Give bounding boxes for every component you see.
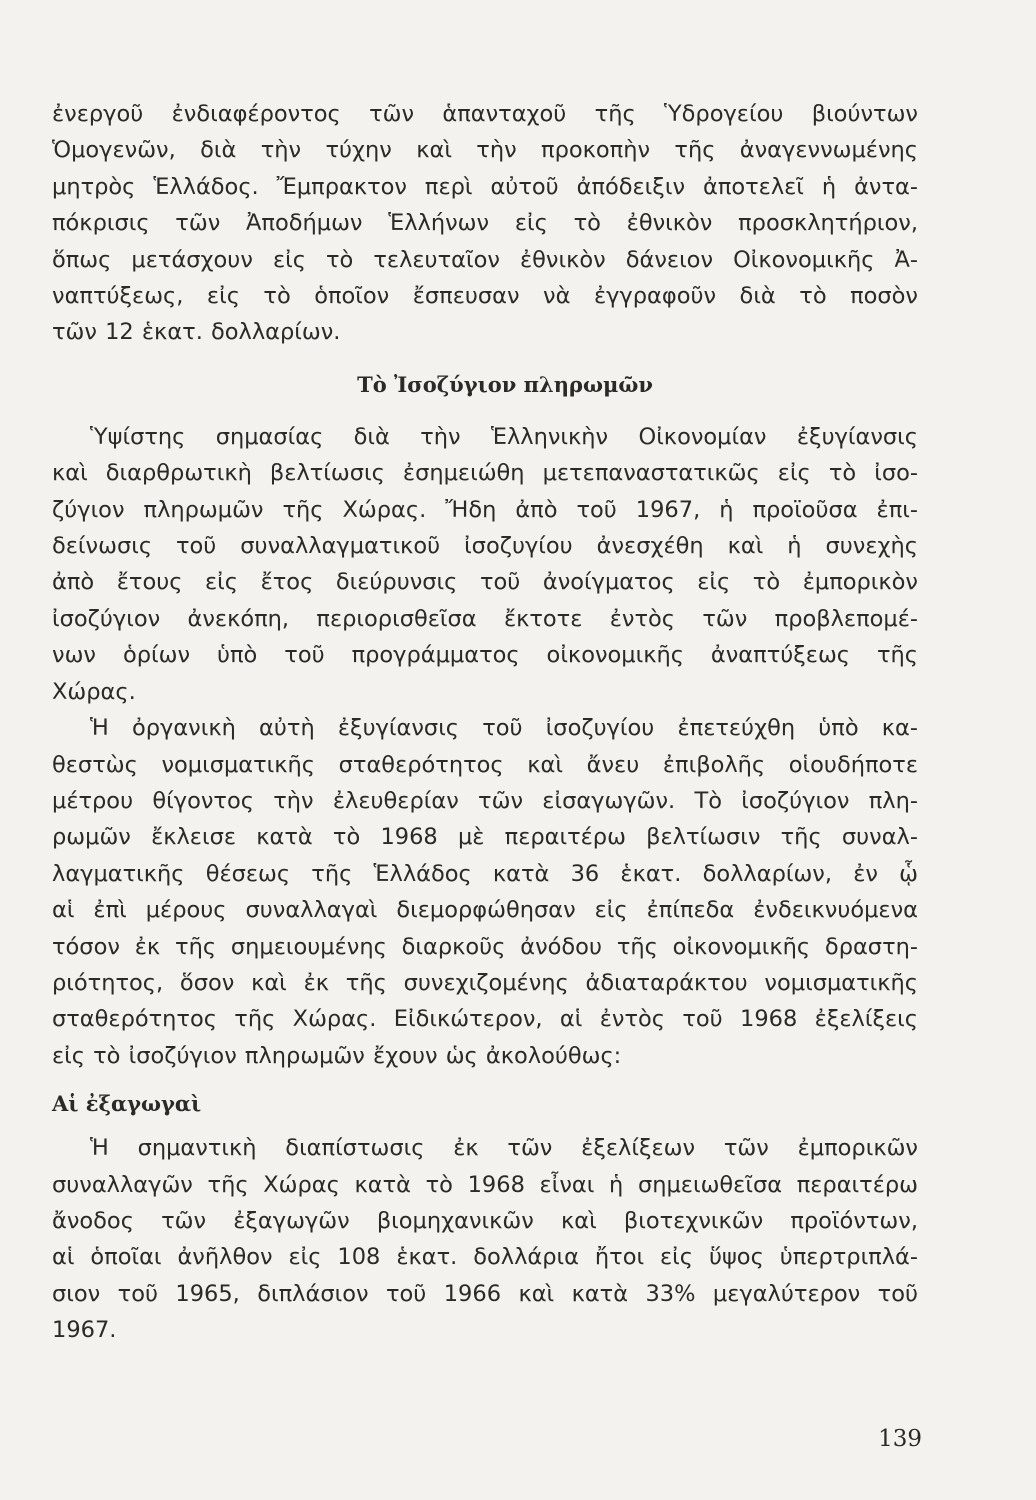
text-line: Ἡ ὀργανικὴ αὐτὴ ἐξυγίανσις τοῦ ἰσοζυγίου ἐπετεύχθη ὑπὸ κα- — [90, 715, 918, 742]
section-title: Τὸ Ἰσοζύγιον πληρωμῶν — [357, 371, 653, 397]
text-line: 1967. — [52, 1317, 117, 1344]
text-line: νων ὁρίων ὑπὸ τοῦ προγράμματος οἰκονομικῆς ἀναπτύξεως τῆς — [52, 642, 918, 669]
text-line: δείνωσις τοῦ συναλλαγματικοῦ ἰσοζυγίου ἀνεσχέθη καὶ ἡ συνεχὴς — [52, 533, 918, 560]
text-line: σταθερότητος τῆς Χώρας. Εἰδικώτερον, αἱ ἐντὸς τοῦ 1968 ἐξελίξεις — [52, 1006, 918, 1033]
text-line: τόσον ἐκ τῆς σημειουμένης διαρκοῦς ἀνόδου τῆς οἰκονομικῆς δραστη- — [52, 933, 918, 960]
text-line: μέτρου θίγοντος τὴν ἐλευθερίαν τῶν εἰσαγωγῶν. Τὸ ἰσοζύγιον πλη- — [52, 787, 918, 814]
text-line: θεστὼς νομισματικῆς σταθερότητος καὶ ἄνευ ἐπιβολῆς οἱουδήποτε — [52, 751, 918, 778]
text-line: Ἡ σημαντικὴ διαπίστωσις ἐκ τῶν ἐξελίξεων τῶν ἐμπορικῶν — [90, 1135, 918, 1162]
paragraph-1 — [52, 96, 918, 351]
text-line: αἱ ὁποῖαι ἀνῆλθον εἰς 108 ἑκατ. δολλάρια ἤτοι εἰς ὕψος ὑπερτριπλά- — [52, 1244, 918, 1271]
text-line: μητρὸς Ἑλλάδος. Ἔμπρακτον περὶ αὐτοῦ ἀπόδειξιν ἀποτελεῖ ἡ ἀντα- — [52, 173, 918, 200]
text-line: αἱ ἐπὶ μέρους συναλλαγαὶ διεμορφώθησαν εἰς ἐπίπεδα ἐνδεικνυόμενα — [52, 897, 918, 924]
text-line: πόκρισις τῶν Ἀποδήμων Ἑλλήνων εἰς τὸ ἐθνικὸν προσκλητήριον, — [52, 210, 918, 237]
text-line: καὶ διαρθρωτικὴ βελτίωσις ἐσημειώθη μετεπαναστατικῶς εἰς τὸ ἰσο- — [52, 460, 918, 487]
text-line: ζύγιον πληρωμῶν τῆς Χώρας. Ἤδη ἀπὸ τοῦ 1967, ἡ προϊοῦσα ἐπι- — [52, 496, 918, 523]
paragraph-3 — [52, 710, 918, 1074]
subheading: Αἱ ἐξαγωγαὶ — [52, 1091, 202, 1117]
text-line: Ὑψίστης σημασίας διὰ τὴν Ἑλληνικὴν Οἰκονομίαν ἐξυγίανσις — [90, 423, 918, 450]
text-line: τῶν 12 ἑκατ. δολλαρίων. — [52, 319, 341, 346]
text-line: εἰς τὸ ἰσοζύγιον πληρωμῶν ἔχουν ὡς ἀκολούθως: — [52, 1042, 622, 1069]
text-line: ὅπως μετάσχουν εἰς τὸ τελευταῖον ἐθνικὸν δάνειον Οἰκονομικῆς Ἀ- — [52, 246, 918, 273]
text-line: Χώρας. — [52, 678, 136, 705]
page-number: 139 — [878, 1426, 922, 1452]
text-line: συναλλαγῶν τῆς Χώρας κατὰ τὸ 1968 εἶναι ἡ σημειωθεῖσα περαιτέρω — [52, 1171, 918, 1198]
text-line: ἄνοδος τῶν ἐξαγωγῶν βιομηχανικῶν καὶ βιοτεχνικῶν προϊόντων, — [52, 1207, 918, 1234]
text-line: Ὁμογενῶν, διὰ τὴν τύχην καὶ τὴν προκοπὴν τῆς ἀναγεννωμένης — [52, 137, 918, 164]
text-line: λαγματικῆς θέσεως τῆς Ἑλλάδος κατὰ 36 ἑκατ. δολλαρίων, ἐν ᾧ — [52, 860, 918, 887]
text-line: ἐνεργοῦ ἐνδιαφέροντος τῶν ἁπανταχοῦ τῆς Ὑδρογείου βιούντων — [52, 101, 918, 127]
text-line: ριότητος, ὅσον καὶ ἐκ τῆς συνεχιζομένης ἀδιαταράκτου νομισματικῆς — [52, 969, 918, 996]
paragraph-4 — [52, 1130, 918, 1348]
paragraph-2 — [52, 419, 918, 710]
text-line: ἀπὸ ἔτους εἰς ἔτος διεύρυνσις τοῦ ἀνοίγματος εἰς τὸ ἐμπορικὸν — [52, 569, 918, 596]
text-line: ναπτύξεως, εἰς τὸ ὁποῖον ἔσπευσαν νὰ ἐγγραφοῦν διὰ τὸ ποσὸν — [52, 283, 918, 310]
text-line: ρωμῶν ἔκλεισε κατὰ τὸ 1968 μὲ περαιτέρω βελτίωσιν τῆς συναλ- — [52, 824, 918, 851]
text-line: ἰσοζύγιον ἀνεκόπη, περιορισθεῖσα ἔκτοτε ἐντὸς τῶν προβλεπομέ- — [52, 605, 918, 632]
text-line: σιον τοῦ 1965, διπλάσιον τοῦ 1966 καὶ κατὰ 33% μεγαλύτερον τοῦ — [52, 1280, 918, 1307]
